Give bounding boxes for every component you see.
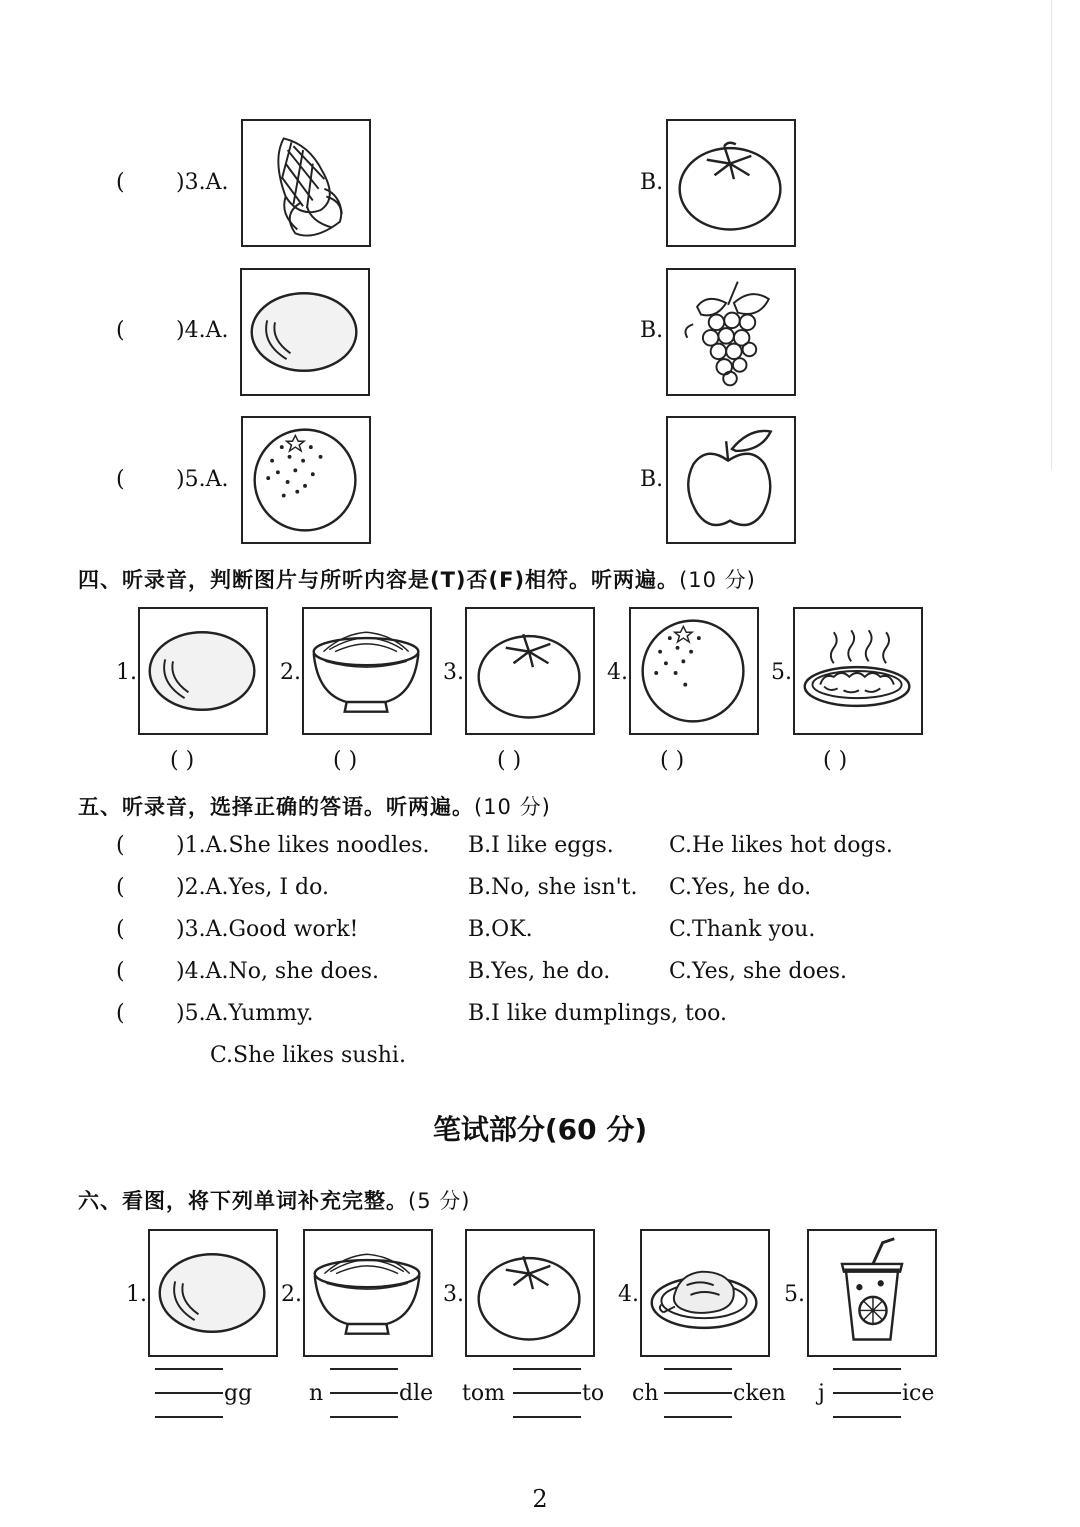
answer-paren: ( ) (660, 748, 685, 773)
blank-line[interactable] (664, 1368, 732, 1370)
dumplings-icon (793, 607, 923, 735)
section-4-heading-text: 四、听录音，判断图片与所听内容是(T)否(F)相符。听两遍。 (78, 568, 680, 592)
answer-paren-open: ( (116, 1001, 125, 1026)
option-a: )3.A.Good work! (176, 917, 359, 942)
grapes-icon (666, 268, 796, 396)
blank-line[interactable] (513, 1368, 581, 1370)
section-4-points: (10 分) (679, 568, 756, 592)
section-5-points: (10 分) (474, 795, 551, 819)
noodles-icon (303, 1229, 433, 1357)
option-b-label: B. (640, 318, 664, 343)
section-4-heading (78, 564, 756, 594)
word-suffix: ice (902, 1381, 935, 1406)
option-a: )2.A.Yes, I do. (176, 875, 329, 900)
answer-paren-open: ( (116, 875, 125, 900)
question-number: )4.A. (176, 318, 229, 343)
option-c: C.She likes sushi. (210, 1043, 406, 1068)
answer-paren-open: ( (116, 467, 125, 492)
egg-icon (148, 1229, 278, 1357)
blank-line[interactable] (833, 1392, 901, 1394)
blank-line[interactable] (833, 1368, 901, 1370)
word-prefix: j (818, 1381, 825, 1406)
egg-icon (138, 607, 268, 735)
option-b: B.Yes, he do. (468, 959, 611, 984)
section-6-heading-text: 六、看图，将下列单词补充完整。 (78, 1189, 408, 1213)
blank-line[interactable] (330, 1368, 398, 1370)
noodles-icon (302, 607, 432, 735)
option-a: )4.A.No, she does. (176, 959, 380, 984)
apple-icon (666, 416, 796, 544)
word-prefix: n (309, 1381, 324, 1406)
tomato-icon (465, 1229, 595, 1357)
option-b-label: B. (640, 170, 664, 195)
item-number: 2. (280, 660, 301, 685)
page-number: 2 (532, 1485, 548, 1513)
item-number: 3. (443, 1282, 464, 1307)
tomato-icon (666, 119, 796, 247)
juice-icon (807, 1229, 937, 1357)
egg-icon (240, 268, 370, 396)
answer-paren-open: ( (116, 318, 125, 343)
option-b: B.No, she isn't. (468, 875, 638, 900)
section-6-points: (5 分) (408, 1189, 471, 1213)
question-number: )3.A. (176, 170, 229, 195)
answer-paren: ( ) (170, 748, 195, 773)
blank-line[interactable] (330, 1416, 398, 1418)
chicken-icon (640, 1229, 770, 1357)
question-number: )5.A. (176, 467, 229, 492)
option-b: B.I like eggs. (468, 833, 614, 858)
answer-paren-open: ( (116, 917, 125, 942)
orange-icon (629, 607, 759, 735)
word-prefix: ch (632, 1381, 659, 1406)
word-prefix: tom (462, 1381, 505, 1406)
item-number: 5. (771, 660, 792, 685)
answer-paren: ( ) (823, 748, 848, 773)
option-c: C.Yes, he do. (669, 875, 812, 900)
blank-line[interactable] (833, 1416, 901, 1418)
tomato-icon (465, 607, 595, 735)
option-b: B.OK. (468, 917, 533, 942)
option-c: C.He likes hot dogs. (669, 833, 893, 858)
option-b-label: B. (640, 467, 664, 492)
page-edge (1051, 0, 1052, 470)
word-suffix: gg (224, 1381, 253, 1406)
written-part-title: 笔试部分(60 分) (432, 1113, 648, 1146)
option-c: C.Yes, she does. (669, 959, 848, 984)
blank-line[interactable] (155, 1416, 223, 1418)
item-number: 3. (443, 660, 464, 685)
option-b: B.I like dumplings, too. (468, 1001, 727, 1026)
item-number: 5. (784, 1282, 805, 1307)
corn-icon (241, 119, 371, 247)
word-suffix: cken (733, 1381, 786, 1406)
item-number: 4. (607, 660, 628, 685)
orange-icon (241, 416, 371, 544)
blank-line[interactable] (155, 1392, 223, 1394)
answer-paren-open: ( (116, 833, 125, 858)
answer-paren: ( ) (497, 748, 522, 773)
option-a: )1.A.She likes noodles. (176, 833, 430, 858)
blank-line[interactable] (155, 1368, 223, 1370)
blank-line[interactable] (664, 1392, 732, 1394)
blank-line[interactable] (330, 1392, 398, 1394)
word-suffix: to (582, 1381, 605, 1406)
answer-paren-open: ( (116, 170, 125, 195)
section-5-heading (78, 791, 551, 821)
item-number: 1. (126, 1282, 147, 1307)
item-number: 1. (116, 660, 137, 685)
answer-paren: ( ) (333, 748, 358, 773)
option-c: C.Thank you. (669, 917, 816, 942)
word-suffix: dle (399, 1381, 434, 1406)
option-a: )5.A.Yummy. (176, 1001, 314, 1026)
blank-line[interactable] (513, 1392, 581, 1394)
section-5-heading-text: 五、听录音，选择正确的答语。听两遍。 (78, 795, 474, 819)
item-number: 2. (281, 1282, 302, 1307)
answer-paren-open: ( (116, 959, 125, 984)
blank-line[interactable] (513, 1416, 581, 1418)
section-6-heading (78, 1185, 470, 1215)
item-number: 4. (618, 1282, 639, 1307)
blank-line[interactable] (664, 1416, 732, 1418)
